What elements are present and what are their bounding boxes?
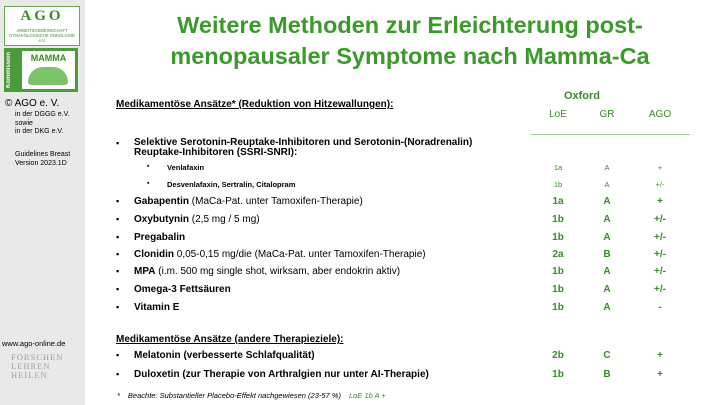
ago-value: +	[657, 369, 663, 380]
ago-value: +	[657, 350, 663, 361]
motto-line: LEHREN	[11, 361, 51, 371]
table-row	[0, 350, 720, 364]
header-divider	[531, 134, 690, 135]
org-detail-line: in der DKG e.V.	[15, 128, 64, 135]
ssri-label	[134, 138, 534, 158]
motto-line: HEILEN	[11, 370, 48, 380]
bullet: ▪	[116, 138, 120, 148]
loe-value: 1a	[553, 163, 563, 172]
method-name: Vitamin E	[134, 302, 180, 313]
gr-value: A	[604, 180, 610, 189]
table-row	[0, 369, 720, 383]
column-header-gr: GR	[599, 109, 615, 120]
gr-value: A	[603, 284, 611, 295]
bullet: ▪	[116, 196, 120, 206]
ago-value: +	[657, 196, 663, 207]
ago-value: -	[658, 302, 662, 313]
table-row	[0, 284, 720, 298]
method-name: MPA	[134, 266, 156, 277]
guideline-line: Guidelines Breast	[15, 151, 71, 158]
ssri-label-line: Selektive Serotonin-Reuptake-Inhibitoren und Serotonin-(Noradrenalin)	[134, 137, 473, 148]
method-label	[167, 163, 204, 172]
ago-value: +/-	[654, 284, 666, 295]
table-row	[0, 249, 720, 263]
bullet: ▪	[147, 163, 150, 170]
ago-logo-letters: AGO	[20, 8, 64, 24]
column-header-ago: AGO	[648, 109, 672, 120]
method-name: Venlafaxin	[167, 163, 205, 172]
bullet: ▪	[116, 302, 120, 312]
method-detail: 0,05-0,15 mg/die (MaCa-Pat. unter Tamoxifen-Therapie)	[174, 249, 426, 260]
ago-value: +/-	[654, 266, 666, 277]
mamma-logo-shape	[28, 67, 68, 85]
method-name: Duloxetin (zur Therapie von Arthralgien nur unter AI-Therapie)	[134, 369, 429, 380]
loe-value: 1b	[552, 369, 564, 380]
method-label	[134, 302, 179, 313]
gr-value: A	[603, 266, 611, 277]
gr-value: A	[603, 214, 611, 225]
bullet: ▪	[116, 249, 120, 259]
section-heading-other-goals: Medikamentöse Ansätze (andere Therapieziele):	[116, 334, 344, 345]
ago-value: +	[657, 163, 663, 172]
slide-title-line: menopausaler Symptome nach Mamma-Ca	[170, 43, 650, 69]
bullet: ▪	[116, 369, 120, 379]
org-detail-line: sowie	[15, 119, 33, 127]
method-name: Melatonin (verbesserte Schlafqualität)	[134, 350, 315, 361]
ago-logo-subtitle: ARBEITSGEMEINSCHAFT GYNÄKOLOGISCHE ONKOLOGIE e.V.	[9, 28, 75, 43]
loe-value: 2b	[552, 350, 564, 361]
method-name: Clonidin	[134, 249, 174, 260]
method-label	[134, 350, 315, 361]
mamma-logo-word: MAMMA	[30, 53, 67, 63]
method-name: Pregabalin	[134, 232, 186, 243]
loe-value: 2a	[552, 249, 564, 260]
table-row	[0, 159, 720, 176]
footnote-text: Beachte: Substantieller Placebo-Effekt nachgewiesen (23-57 %)	[127, 391, 341, 400]
ago-value: +/-	[654, 232, 666, 243]
mamma-logo-side-text: Kommission	[6, 52, 12, 89]
section-heading-hot-flashes: Medikamentöse Ansätze* (Reduktion von Hitzewallungen):	[116, 99, 394, 110]
method-label	[134, 249, 426, 260]
ago-value: +/-	[654, 214, 666, 225]
loe-value: 1b	[552, 232, 564, 243]
method-label	[134, 369, 429, 380]
loe-value: 1b	[552, 284, 564, 295]
sidebar-org-detail	[15, 111, 83, 137]
table-row	[0, 302, 720, 316]
slide-title-line: Weitere Methoden zur Erleichterung post-	[177, 12, 643, 38]
bullet: ▪	[116, 266, 120, 276]
loe-value: 1b	[552, 266, 564, 277]
method-name: Omega-3 Fettsäuren	[134, 284, 231, 295]
bullet: ▪	[116, 214, 120, 224]
loe-value: 1b	[553, 180, 563, 189]
oxford-header: Oxford	[563, 90, 601, 102]
method-name: Oxybutynin	[134, 214, 190, 225]
footnote-star: *	[117, 391, 120, 400]
guideline-line: Version 2023.1D	[15, 159, 67, 167]
loe-value: 1b	[552, 302, 564, 313]
loe-value: 1a	[552, 196, 564, 207]
ago-value: +/-	[654, 249, 666, 260]
method-name: Gabapentin	[134, 196, 190, 207]
gr-value: A	[603, 302, 611, 313]
footnote	[117, 391, 386, 400]
footnote-grade: LoE 1b A +	[348, 391, 386, 400]
table-row	[0, 214, 720, 228]
bullet: ▪	[116, 350, 120, 360]
method-detail: (i.m. 500 mg single shot, wirksam, aber endokrin aktiv)	[155, 266, 401, 277]
method-label	[134, 284, 231, 295]
mamma-logo-panel	[22, 51, 75, 89]
gr-value: B	[603, 369, 611, 380]
motto-line: FORSCHEN	[11, 352, 64, 362]
ago-value: +/-	[655, 180, 665, 189]
gr-value: C	[603, 350, 611, 361]
slide-title	[110, 10, 710, 72]
method-label	[134, 214, 260, 225]
method-label	[134, 266, 400, 277]
method-label	[134, 232, 185, 243]
sidebar-org: © AGO e. V.	[5, 98, 60, 109]
gr-value: B	[603, 249, 611, 260]
table-row	[0, 232, 720, 246]
bullet: ▪	[116, 284, 120, 294]
ssri-label-line: Reuptake-Inhibitoren (SSRI-SNRI):	[134, 147, 298, 158]
method-name: Desvenlafaxin, Sertralin, Citalopram	[167, 180, 296, 189]
gr-value: A	[603, 232, 611, 243]
method-detail: (MaCa-Pat. unter Tamoxifen-Therapie)	[189, 196, 363, 207]
gr-value: A	[603, 196, 611, 207]
loe-value: 1b	[552, 214, 564, 225]
method-detail: (2,5 mg / 5 mg)	[189, 214, 260, 225]
org-detail-line: in der DGGG e.V.	[15, 111, 70, 118]
method-label	[167, 180, 295, 189]
sidebar-website[interactable]: www.ago-online.de	[2, 339, 66, 348]
column-header-loe: LoE	[549, 109, 567, 120]
method-label	[134, 196, 363, 207]
mamma-logo	[4, 48, 78, 92]
gr-value: A	[604, 163, 610, 172]
table-row	[0, 179, 720, 193]
bullet: ▪	[147, 180, 150, 187]
ago-logo	[4, 6, 80, 46]
table-row	[0, 266, 720, 280]
table-row	[0, 196, 720, 210]
bullet: ▪	[116, 232, 120, 242]
